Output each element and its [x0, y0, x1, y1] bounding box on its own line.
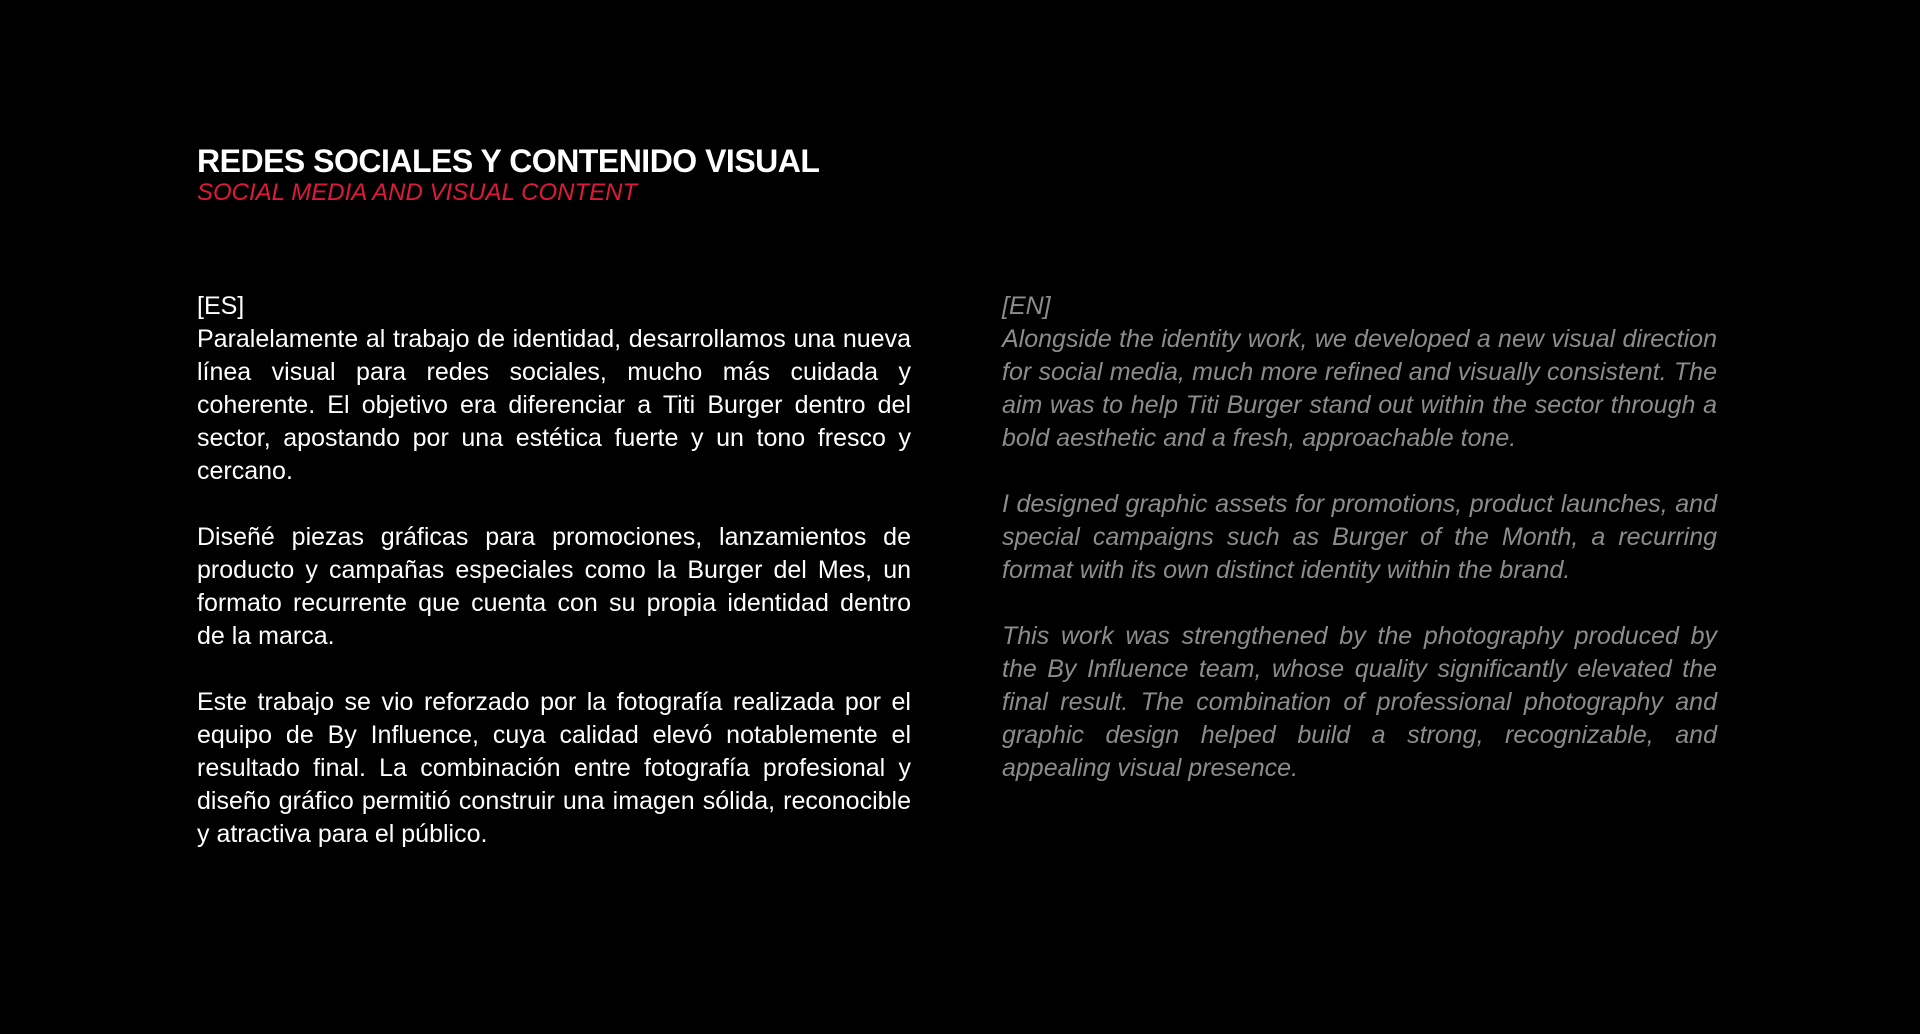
spanish-paragraph-3: Este trabajo se vio reforzado por la fotografía realizada por el equipo de By Influence, cuya calidad elevó notablemente el resultado final. La combinación entre fotografía profesional y diseño gráfico permitió construir una imagen sólida, reconocible y atractiva para el público. [197, 688, 911, 848]
language-tag-es: [ES] [197, 292, 245, 320]
english-paragraph-2: I designed graphic assets for promotions, product launches, and special campaigns such as Burger of the Month, a recurring format with its own distinct identity within the brand. [1002, 490, 1717, 584]
language-tag-en: [EN] [1002, 292, 1051, 320]
english-text-column [1002, 290, 1717, 818]
section-subtitle: SOCIAL MEDIA AND VISUAL CONTENT [197, 179, 638, 206]
spanish-paragraph-2: Diseñé piezas gráficas para promociones, lanzamientos de producto y campañas especiales como la Burger del Mes, un formato recurrente que cuenta con su propia identidad dentro de la marca. [197, 523, 911, 650]
section-title: REDES SOCIALES Y CONTENIDO VISUAL [197, 143, 820, 179]
spanish-text-column [197, 290, 911, 884]
spanish-paragraph-1: Paralelamente al trabajo de identidad, desarrollamos una nueva línea visual para redes sociales, mucho más cuidada y coherente. El objetivo era diferenciar a Titi Burger dentro del sector, apostando por una estética fuerte y un tono fresco y cercano. [197, 325, 911, 485]
english-paragraph-1: Alongside the identity work, we developed a new visual direction for social media, much more refined and visually consistent. The aim was to help Titi Burger stand out within the sector through a bold aesthetic and a fresh, approachable tone. [1002, 325, 1717, 452]
english-paragraph-3: This work was strengthened by the photography produced by the By Influence team, whose quality significantly elevated the final result. The combination of professional photography and graphic design helped build a strong, recognizable, and appealing visual presence. [1002, 622, 1717, 782]
section-header [197, 143, 819, 207]
